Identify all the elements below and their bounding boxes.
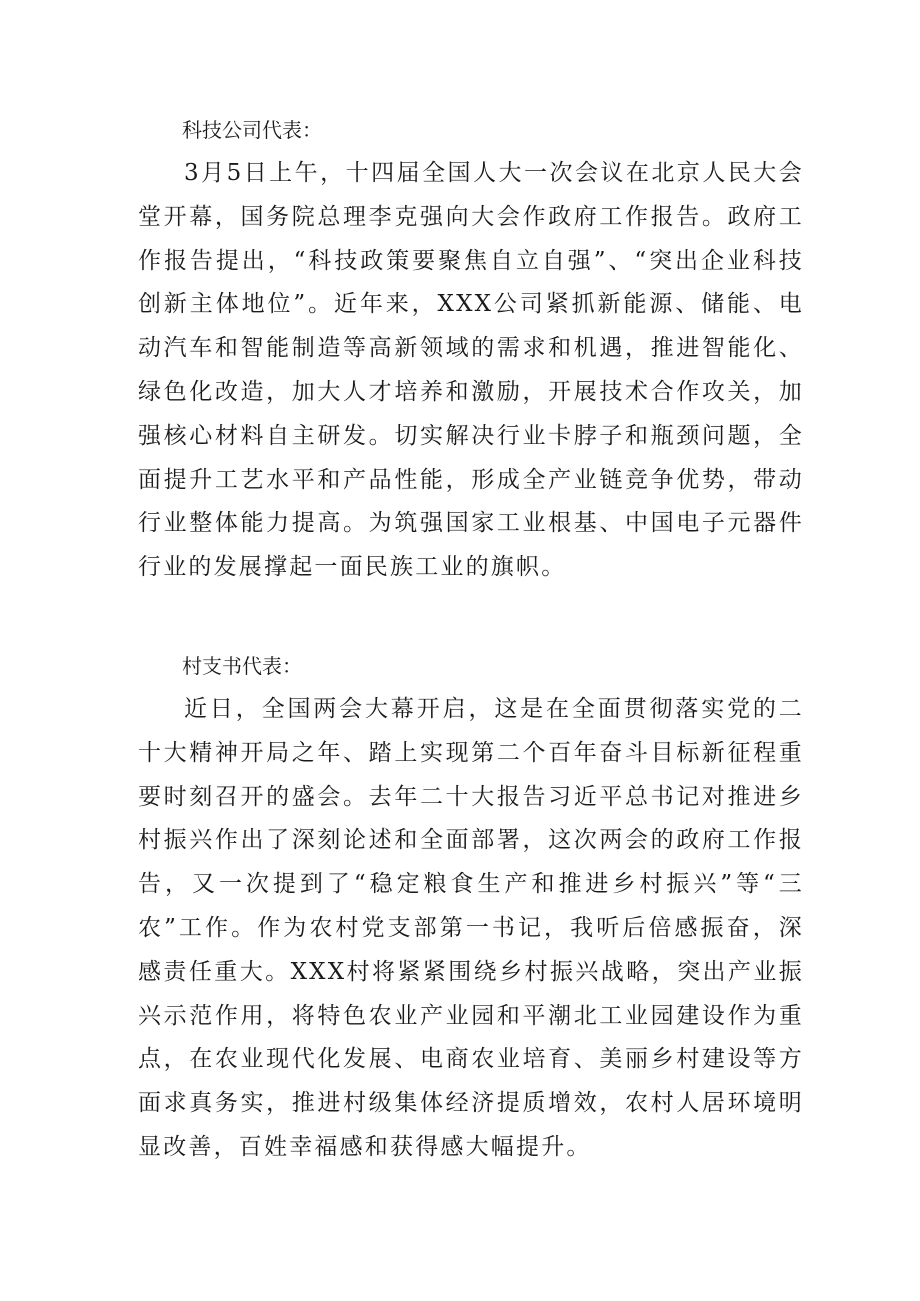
section-heading: 科技公司代表： [182,118,322,142]
section-paragraph: 3月5日上午，十四届全国人大一次会议在北京人民大会堂开幕，国务院总理李克强向大会作政府工作报告。政府工作报告提出，“科技政策要聚焦自立自强”、“突出企业科技创新主体地位”。近年来，XXX公司紧抓新能源、储能、电动汽车和智能制造等高新领域的需求和机遇，推进智能化、绿色化改造，加大人才培养和激励，开展技术合作攻关，加强核心材料自主研发。切实解决行业卡脖子和瓶颈问题，全面提升工艺水平和产品性能，形成全产业链竞争优势，带动行业整体能力提高。为筑强国家工业根基、中国电子元器件行业的发展撑起一面民族工业的旗帜。 [138,160,804,581]
section-paragraph: 近日，全国两会大幕开启，这是在全面贯彻落实党的二十大精神开局之年、踏上实现第二个百年奋斗目标新征程重要时刻召开的盛会。去年二十大报告习近平总书记对推进乡村振兴作出了深刻论述和全面部署，这次两会的政府工作报告，又一次提到了“稳定粮食生产和推进乡村振兴”等“三农”工作。作为农村党支部第一书记，我听后倍感振奋，深感责任重大。XXX村将紧紧围绕乡村振兴战略，突出产业振兴示范作用，将特色农业产业园和平潮北工业园建设作为重点，在农业现代化发展、电商农业培育、美丽乡村建设等方面求真务实，推进村级集体经济提质增效，农村人居环境明显改善，百姓幸福感和获得感大幅提升。 [138,695,804,1160]
village-secretary-section [138,644,804,1170]
tech-company-section [138,108,804,590]
section-spacer [138,590,804,644]
document-page [138,108,804,1170]
section-heading: 村支书代表： [182,653,302,678]
